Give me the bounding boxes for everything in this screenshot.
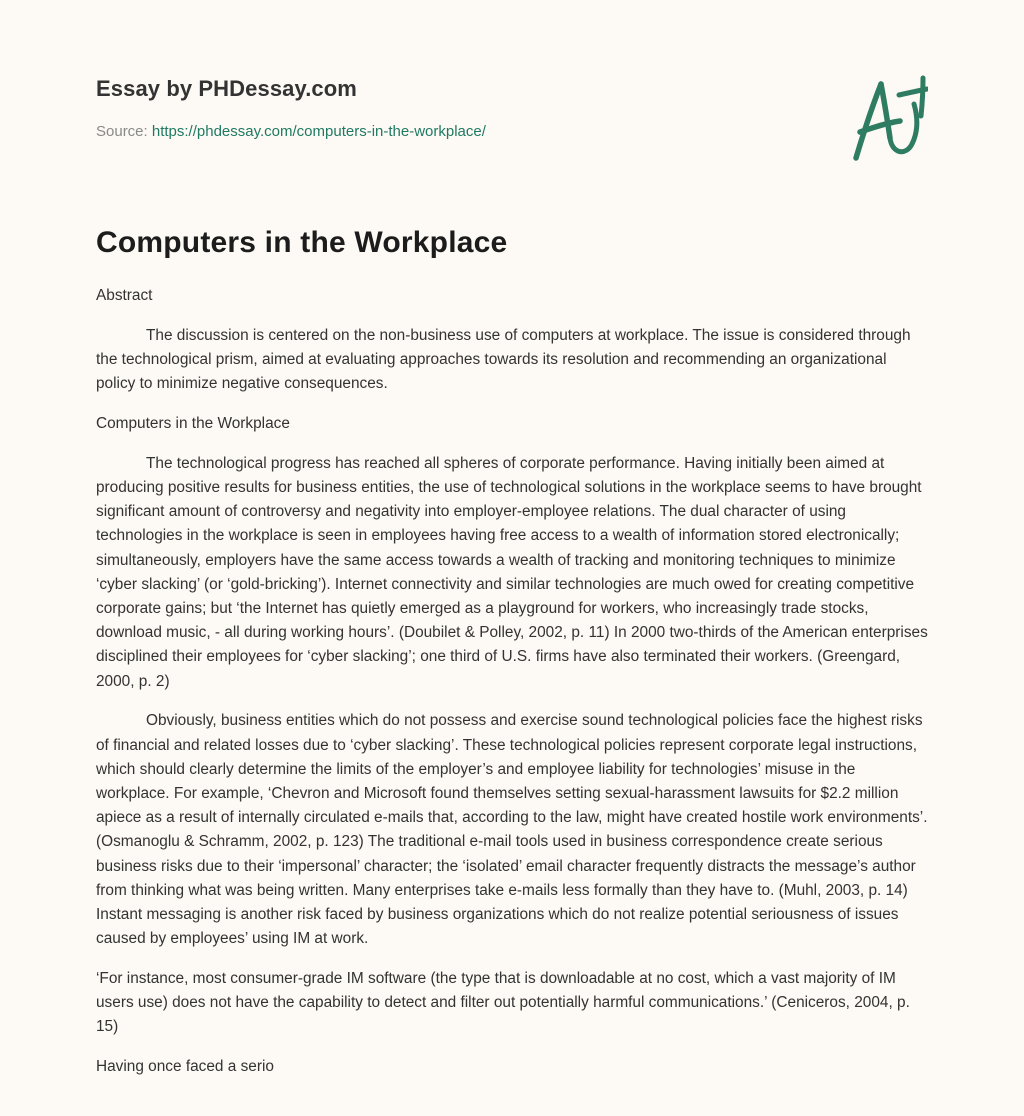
abstract-paragraph: The discussion is centered on the non-business use of computers at workplace. The issue is considered through the technological prism, aimed at evaluating approaches towards its resolution and recommending an organizational policy to minimize negative consequences. (96, 326, 911, 393)
site-title: Essay by PHDessay.com (96, 76, 357, 101)
essay-page (96, 0, 928, 1076)
truncated-paragraph: Having once faced a serio (96, 1058, 274, 1076)
page-title: Computers in the Workplace (96, 226, 508, 259)
body-paragraph: The technological progress has reached all spheres of corporate performance. Having initially been aimed at producing positive results for business entities, the use of technological solutions in the workplace seems to have brought significant amount of controversy and negativity into employer-employee relations. The dual character of using technologies in the workplace is seen in employees having free access to a wealth of information stored electronically; simultaneously, employers have the same access towards a wealth of tracking and monitoring techniques to minimize ‘cyber slacking’ (or ‘gold-bricking’). Internet connectivity and similar technologies are much owed for creating competitive corporate gains; but ‘the Internet has quietly emerged as a playground for workers, who increasingly trade stocks, download music, - all during working hours’. (Doubilet & Polley, 2002, p. 11) In 2000 two-thirds of the American enterprises disciplined their employees for ‘cyber slacking’; one third of U.S. firms have also terminated their workers. (Greengard, 2000, p. 2) (96, 454, 928, 690)
block-quote-paragraph: ‘For instance, most consumer-grade IM software (the type that is downloadable at no cost, which a vast majority of IM users use) does not have the capability to detect and filter out potentially harmful communications.’ (Ceniceros, 2004, p. 15) (96, 970, 910, 1036)
a-plus-grade-icon (824, 66, 928, 166)
section-heading-computers-in-the-workplace: Computers in the Workplace (96, 415, 290, 432)
section-heading-abstract: Abstract (96, 287, 153, 304)
source-label: Source: (96, 123, 148, 140)
essay-body (96, 284, 928, 1095)
source-line (96, 123, 486, 140)
source-link[interactable]: https://phdessay.com/computers-in-the-workplace/ (151, 123, 486, 140)
page-header (96, 0, 928, 200)
body-paragraph: Obviously, business entities which do not possess and exercise sound technological policies face the highest risks of financial and related losses due to ‘cyber slacking’. These technological policies represent corporate legal instructions, which should clearly determine the limits of the employer’s and employee liability for technologies’ misuse in the workplace. For example, ‘Chevron and Microsoft found themselves setting sexual-harassment lawsuits for $2.2 million apiece as a result of internally circulated e-mails that, according to the law, might have created hostile work environments’. (Osmanoglu & Schramm, 2002, p. 123) The traditional e-mail tools used in business correspondence create serious business risks due to their ‘impersonal’ character; the ‘isolated’ email character frequently distracts the message’s author from thinking what was being written. Many enterprises take e-mails less formally than they have to. (Muhl, 2003, p. 14) Instant messaging is another risk faced by business organizations which do not realize potential seriousness of issues caused by employees’ using IM at work. (96, 712, 928, 948)
